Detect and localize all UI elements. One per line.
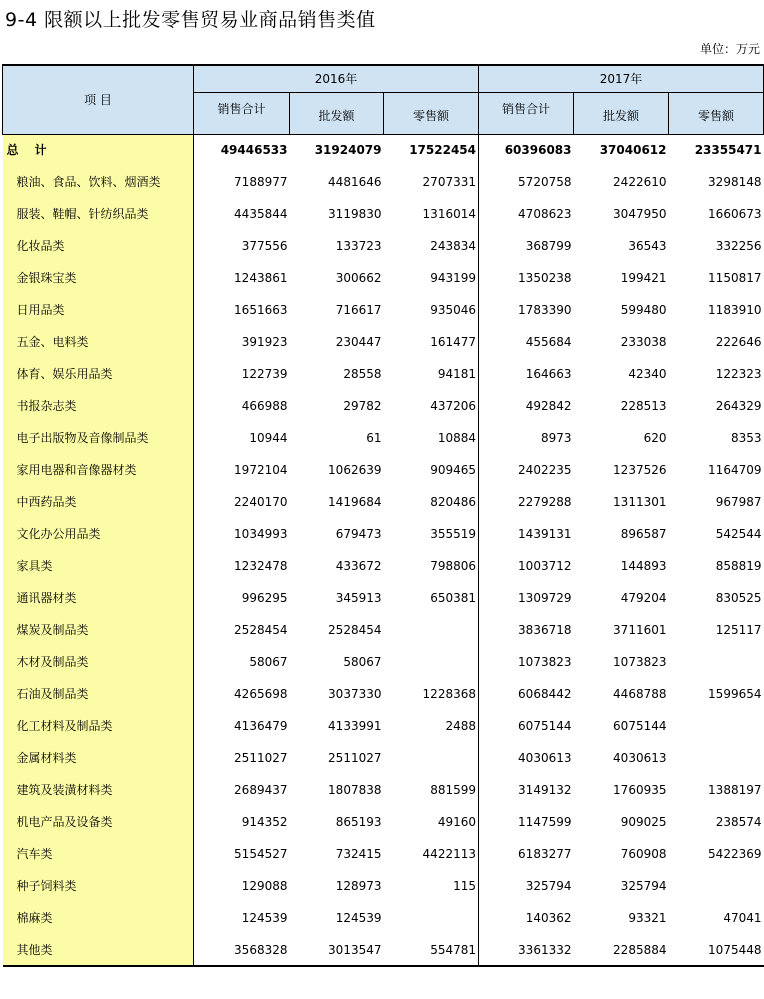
cell-value: 2402235	[518, 463, 572, 477]
cell-value: 332256	[715, 239, 762, 253]
cell-value: 37040612	[599, 143, 667, 158]
cell-value: 798806	[384, 550, 479, 582]
cell-value: 479204	[620, 591, 667, 605]
row-label: 中西药品类	[3, 486, 194, 518]
cell-value: 124539	[241, 911, 288, 925]
cell-value: 61	[366, 431, 382, 445]
cell-value: 2689437	[234, 783, 288, 797]
row-label: 木材及制品类	[3, 646, 194, 678]
table-row	[3, 518, 764, 550]
cell-value: 3149132	[518, 783, 572, 797]
cell-value: 133723	[335, 239, 382, 253]
cell-value: 1439131	[518, 527, 572, 541]
cell-value: 3361332	[479, 934, 574, 966]
cell-value: 60396083	[504, 143, 572, 158]
table-row	[3, 678, 764, 710]
cell-value: 1232478	[234, 559, 288, 573]
table-row	[3, 198, 764, 230]
cell-value: 679473	[335, 527, 382, 541]
cell-value: 4030613	[518, 751, 572, 765]
cell-value: 881599	[384, 774, 479, 806]
cell-value: 391923	[241, 335, 288, 349]
table-row	[3, 774, 764, 806]
cell-value: 8353	[730, 431, 762, 445]
cell-value: 1062639	[328, 463, 382, 477]
header-year-2017: 2017年	[479, 65, 764, 92]
cell-value: 2511027	[328, 751, 382, 765]
cell-value: 238574	[715, 815, 762, 829]
cell-value: 909025	[620, 815, 667, 829]
row-label: 通讯器材类	[3, 582, 194, 614]
cell-value: 161477	[384, 326, 479, 358]
table-row	[3, 870, 764, 902]
row-label: 其他类	[3, 934, 194, 966]
header-retail-2017: 零售额	[669, 92, 764, 134]
cell-value: 1316014	[384, 198, 479, 230]
cell-value: 58067	[249, 655, 288, 669]
cell-value: 325794	[620, 879, 667, 893]
cell-value: 542544	[715, 527, 762, 541]
row-label: 书报杂志类	[3, 390, 194, 422]
cell-value: 5720758	[518, 175, 572, 189]
cell-value: 1147599	[518, 815, 572, 829]
cell-value	[669, 870, 764, 902]
cell-value: 243834	[384, 230, 479, 262]
cell-value: 58067	[343, 655, 382, 669]
cell-value: 93321	[628, 911, 667, 925]
unit-label: 单位：万元	[699, 42, 760, 56]
cell-value: 31924079	[314, 143, 382, 158]
cell-value: 2285884	[574, 934, 669, 966]
cell-value: 858819	[715, 559, 762, 573]
table-body	[3, 134, 764, 966]
cell-value: 1599654	[708, 687, 762, 701]
row-label: 种子饲料类	[3, 870, 194, 902]
cell-value: 36543	[628, 239, 667, 253]
cell-value: 865193	[335, 815, 382, 829]
cell-value: 125117	[715, 623, 762, 637]
cell-value: 716617	[335, 303, 382, 317]
cell-value: 1164709	[708, 463, 762, 477]
cell-value: 914352	[241, 815, 288, 829]
cell-value: 29782	[343, 399, 382, 413]
cell-value: 5422369	[708, 847, 762, 861]
row-label: 化妆品类	[3, 230, 194, 262]
cell-value: 17522454	[384, 134, 479, 166]
table-row	[3, 166, 764, 198]
header-item: 项 目	[3, 65, 194, 134]
page-title: 9-4 限额以上批发零售贸易业商品销售类值	[5, 9, 376, 31]
cell-value: 455684	[525, 335, 572, 349]
cell-value: 3298148	[708, 175, 762, 189]
cell-value: 1760935	[613, 783, 667, 797]
cell-value: 1073823	[613, 655, 667, 669]
cell-value: 3047950	[613, 207, 667, 221]
cell-value: 650381	[384, 582, 479, 614]
cell-value: 6183277	[518, 847, 572, 861]
cell-value: 3119830	[328, 207, 382, 221]
table-row	[3, 934, 764, 966]
cell-value: 8973	[540, 431, 572, 445]
cell-value: 3836718	[518, 623, 572, 637]
row-label: 机电产品及设备类	[3, 806, 194, 838]
table-row	[3, 486, 764, 518]
cell-value: 1183910	[708, 303, 762, 317]
cell-value: 1651663	[234, 303, 288, 317]
cell-value: 1034993	[234, 527, 288, 541]
table-row	[3, 326, 764, 358]
cell-value: 94181	[384, 358, 479, 390]
cell-value: 4435844	[234, 207, 288, 221]
cell-value: 909465	[384, 454, 479, 486]
cell-value: 122739	[241, 367, 288, 381]
cell-value: 1783390	[518, 303, 572, 317]
row-label: 体育、娱乐用品类	[3, 358, 194, 390]
table-row	[3, 550, 764, 582]
cell-value: 896587	[620, 527, 667, 541]
cell-value: 554781	[384, 934, 479, 966]
cell-value: 124539	[335, 911, 382, 925]
row-label: 金银珠宝类	[3, 262, 194, 294]
cell-value: 1311301	[613, 495, 667, 509]
cell-value: 4708623	[518, 207, 572, 221]
sales-table	[2, 64, 764, 967]
row-label: 日用品类	[3, 294, 194, 326]
table-row	[3, 230, 764, 262]
table-row	[3, 614, 764, 646]
cell-value: 2707331	[384, 166, 479, 198]
cell-value: 4422113	[384, 838, 479, 870]
row-label: 汽车类	[3, 838, 194, 870]
cell-value: 1660673	[708, 207, 762, 221]
cell-value: 368799	[525, 239, 572, 253]
cell-value: 3568328	[194, 934, 290, 966]
cell-value: 1150817	[708, 271, 762, 285]
cell-value: 3013547	[290, 934, 384, 966]
cell-value: 2528454	[328, 623, 382, 637]
cell-value: 345913	[335, 591, 382, 605]
cell-value: 1237526	[613, 463, 667, 477]
cell-value: 1309729	[518, 591, 572, 605]
cell-value: 377556	[241, 239, 288, 253]
cell-value: 2528454	[234, 623, 288, 637]
cell-value: 47041	[723, 911, 762, 925]
cell-value: 4030613	[613, 751, 667, 765]
cell-value: 6075144	[613, 719, 667, 733]
cell-value: 1073823	[518, 655, 572, 669]
header-wholesale-2016: 批发额	[290, 92, 384, 134]
cell-value: 967987	[715, 495, 762, 509]
cell-value: 1228368	[384, 678, 479, 710]
header-wholesale-2017: 批发额	[574, 92, 669, 134]
table-row	[3, 422, 764, 454]
header-total-sales-2017: 销售合计	[479, 92, 574, 134]
cell-value: 233038	[620, 335, 667, 349]
cell-value: 2488	[384, 710, 479, 742]
cell-value: 1807838	[328, 783, 382, 797]
cell-value: 42340	[628, 367, 667, 381]
cell-value: 943199	[384, 262, 479, 294]
cell-value: 4468788	[613, 687, 667, 701]
row-label: 石油及制品类	[3, 678, 194, 710]
cell-value: 1003712	[518, 559, 572, 573]
header-year-2016: 2016年	[194, 65, 479, 92]
row-label: 棉麻类	[3, 902, 194, 934]
cell-value: 3711601	[613, 623, 667, 637]
cell-value: 49160	[384, 806, 479, 838]
table-row	[3, 742, 764, 774]
cell-value: 10884	[384, 422, 479, 454]
cell-value: 732415	[335, 847, 382, 861]
cell-value	[384, 646, 479, 678]
cell-value: 6075144	[518, 719, 572, 733]
table-row-total	[3, 134, 764, 166]
cell-value: 996295	[241, 591, 288, 605]
cell-value: 1419684	[328, 495, 382, 509]
cell-value: 164663	[525, 367, 572, 381]
cell-value	[669, 646, 764, 678]
cell-value: 2279288	[518, 495, 572, 509]
cell-value	[669, 742, 764, 774]
row-label: 文化办公用品类	[3, 518, 194, 550]
cell-value: 437206	[384, 390, 479, 422]
cell-value: 599480	[620, 303, 667, 317]
cell-value: 23355471	[694, 143, 762, 158]
row-label: 金属材料类	[3, 742, 194, 774]
cell-value	[384, 742, 479, 774]
row-label: 总 计	[3, 134, 194, 166]
header-total-sales-2016: 销售合计	[194, 92, 290, 134]
cell-value: 1243861	[234, 271, 288, 285]
cell-value: 830525	[715, 591, 762, 605]
cell-value: 140362	[525, 911, 572, 925]
cell-value: 129088	[241, 879, 288, 893]
cell-value: 325794	[525, 879, 572, 893]
row-label: 化工材料及制品类	[3, 710, 194, 742]
cell-value: 144893	[620, 559, 667, 573]
cell-value: 2511027	[234, 751, 288, 765]
cell-value: 49446533	[220, 143, 288, 158]
table-row	[3, 710, 764, 742]
table-row	[3, 806, 764, 838]
cell-value: 4133991	[328, 719, 382, 733]
cell-value: 228513	[620, 399, 667, 413]
cell-value	[669, 710, 764, 742]
cell-value: 820486	[384, 486, 479, 518]
row-label: 煤炭及制品类	[3, 614, 194, 646]
cell-value	[384, 902, 479, 934]
cell-value: 199421	[620, 271, 667, 285]
table-row	[3, 262, 764, 294]
row-label: 建筑及装潢材料类	[3, 774, 194, 806]
row-label: 家具类	[3, 550, 194, 582]
cell-value: 4136479	[234, 719, 288, 733]
table-row	[3, 838, 764, 870]
cell-value	[384, 614, 479, 646]
table-row	[3, 390, 764, 422]
table-row	[3, 454, 764, 486]
table-row	[3, 358, 764, 390]
row-label: 电子出版物及音像制品类	[3, 422, 194, 454]
cell-value: 230447	[335, 335, 382, 349]
row-label: 家用电器和音像器材类	[3, 454, 194, 486]
cell-value: 5154527	[234, 847, 288, 861]
cell-value: 935046	[384, 294, 479, 326]
cell-value: 10944	[249, 431, 288, 445]
cell-value: 300662	[335, 271, 382, 285]
cell-value: 2422610	[613, 175, 667, 189]
row-label: 服装、鞋帽、针纺织品类	[3, 198, 194, 230]
cell-value: 222646	[715, 335, 762, 349]
cell-value: 492842	[525, 399, 572, 413]
cell-value: 433672	[335, 559, 382, 573]
cell-value: 28558	[343, 367, 382, 381]
row-label: 五金、电料类	[3, 326, 194, 358]
table-row	[3, 902, 764, 934]
cell-value: 115	[384, 870, 479, 902]
cell-value: 7188977	[234, 175, 288, 189]
cell-value: 3037330	[328, 687, 382, 701]
cell-value: 466988	[241, 399, 288, 413]
cell-value: 760908	[620, 847, 667, 861]
cell-value: 4265698	[234, 687, 288, 701]
cell-value: 355519	[384, 518, 479, 550]
table-row	[3, 582, 764, 614]
table-row	[3, 294, 764, 326]
cell-value: 1972104	[234, 463, 288, 477]
cell-value: 6068442	[518, 687, 572, 701]
cell-value: 4481646	[328, 175, 382, 189]
cell-value: 2240170	[234, 495, 288, 509]
cell-value: 264329	[715, 399, 762, 413]
cell-value: 620	[643, 431, 667, 445]
cell-value: 1075448	[669, 934, 764, 966]
cell-value: 128973	[335, 879, 382, 893]
header-retail-2016: 零售额	[384, 92, 479, 134]
cell-value: 1350238	[518, 271, 572, 285]
cell-value: 122323	[715, 367, 762, 381]
table-row	[3, 646, 764, 678]
row-label: 粮油、食品、饮料、烟酒类	[3, 166, 194, 198]
cell-value: 1388197	[708, 783, 762, 797]
